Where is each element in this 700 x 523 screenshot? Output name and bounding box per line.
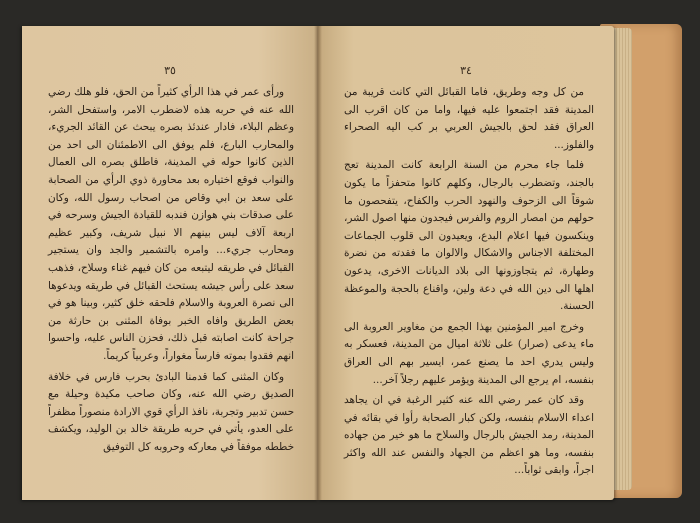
right-paragraph-3: وخرج امير المؤمنين بهذا الجمع من مغاوير العروبة الى ماء يدعى (صرار) على ثلاثة اميال من المدينة، فعسكر به وليس يدري احد ما يصنع عمر، ايسير بهم الى العراق بنفسه، ام يرجع الى المدينة ويؤمر عليهم رجلاً آخر...: [344, 320, 594, 386]
right-paragraph-2: فلما جاء محرم من السنة الرابعة كانت المدينة تعج بالجند، وتضطرب بالرجال، وكلهم كانوا متحفزاً ما يكون شوقاً الى الزحوف والنهود الحرب والكفاح، يتفحصون ما حولهم من امصار الروم والفرس فيجدون منها اصول الشر، وينكسون فيها اعلام البدع، ويعيدون الى قلوب الجماعات المختلفة الاجناس والاشكال والالوان ما فقدته من نضرة وطهارة، ثم يتجاوزونها الى بلاد الديانات الاخرى، يدعون اهلها الى دين الله في دعة ولين، واقناع بالحجة والموعظة الحسنة.: [344, 159, 594, 313]
left-page: [22, 26, 318, 500]
right-page-number: ٣٤: [460, 64, 472, 77]
left-page-number: ٣٥: [164, 64, 176, 77]
left-page-text: [48, 84, 294, 459]
right-page-text: [344, 84, 594, 483]
right-paragraph-4: وقد كان عمر رضي الله عنه كثير الرغبة في ان يجاهد اعداء الاسلام بنفسه، ولكن كبار الصحابة رأوا في بقائه في المدينة، رمد الجيش بالرجال والسلاح ما هو خير من جهاده بنفسه، وما هو اعظم من الجهاد والنفس عند الله واكثر اجراً، وابقى ثواباً...: [344, 394, 594, 477]
left-paragraph-1: ورأى عمر في هذا الرأي كثيراً من الحق، فلو هلك رضي الله عنه في حربه هذه لاضطرب الامر، واستفحل الشر، وعظم البلاء، فادار عندئذ بصره يبحث عن القائد الجريء، والمحارب البارع، فلم يوفق الى الاطمئنان الى احد من الذين كانوا حوله في المدينة، فاطلق بصره الى العمال والنواب فوقع اختياره بعد محاورة ذوي الرأي من الصحابة على سعد بن ابي وقاص من اصحاب رسول الله، وكان على صدقات بني هوازن فندبه للقيادة الجيش وسرحه في اربعة آلاف ليس بينهم الا نبيل شريف، وكبير عظيم ومحارب جريء... وامره بالتشمير والجد وان يستجير القبائل في طريقه ليتبعه من كان فيهم غناء وسلاح، فذهب سعد على رأس جيشه يستحث القبائل في طريقه ويدعوها الى نصرة العروبة والاسلام فلحقه خلق كثير، وبينا هو في بعض الطريق وافاه الخبر بوفاة المثنى بن حارثة من جراحة كانت اصابته قبل ذلك، فحزن الناس عليه، واحسوا انهم فقدوا بموته فارساً مغواراً، وعربياً كريماً.: [48, 86, 294, 362]
right-page: [318, 26, 614, 500]
left-paragraph-2: وكان المثنى كما قدمنا البادئ بحرب فارس في خلافة الصديق رضي الله عنه، وكان صاحب مكيدة وحيلة مع حسن تدبير وتجربة، نافذ الرأي قوي الارادة منصوراً مظفراً على العدو، يأتي في حربه طريقة خالد بن الوليد، ويكشف خططه موفقاً في معاركه وحروبه كل التوفيق: [48, 370, 294, 453]
book-spine: [314, 26, 322, 500]
right-paragraph-1: من كل وجه وطريق، فاما القبائل التي كانت قريبة من المدينة فقد اجتمعوا عليه فيها، واما من كان اقرب الى العراق فقد لحق بالجيش العربي بر كب اليه الصحراء والفلوز...: [344, 86, 594, 151]
